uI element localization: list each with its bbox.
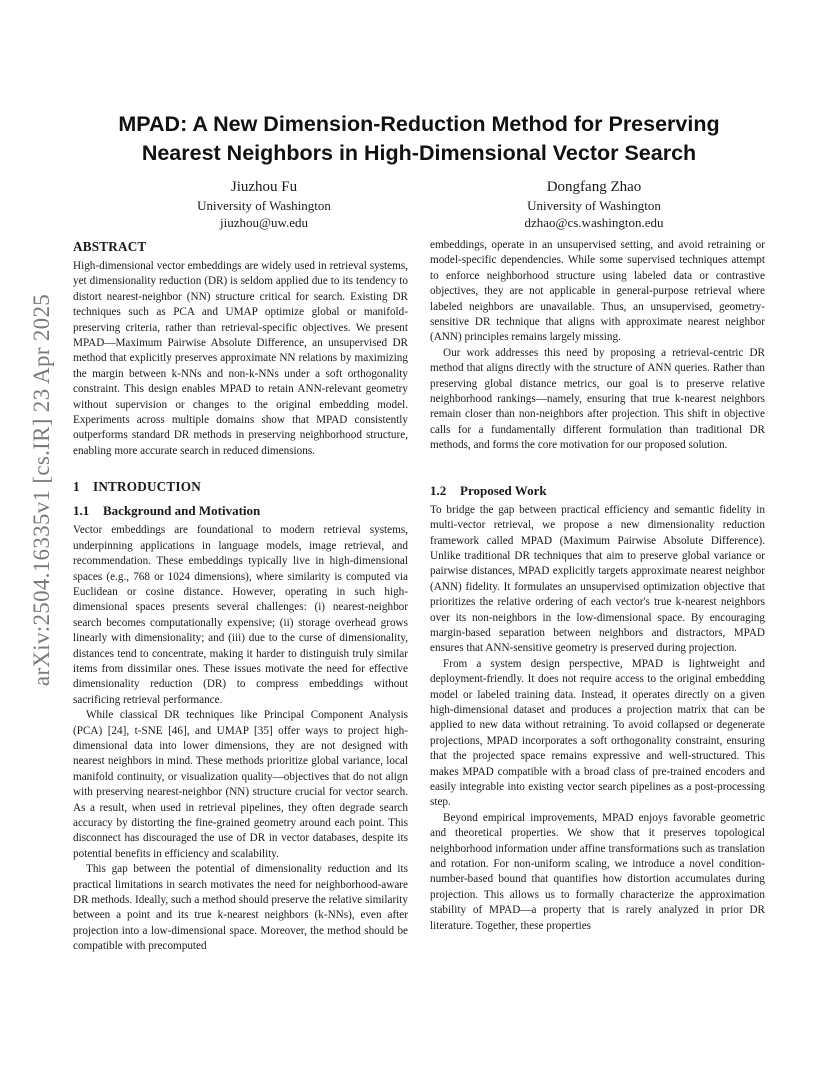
proposed-work-paragraph: From a system design perspective, MPAD is lightweight and deployment-friendly. It does not require access to the original embedding model or labeled training data. Instead, it operates directly on a given high-dimensional dataset and produces a projection matrix that can be applied to new data without retraining. To avoid collapsed or degenerate projections, MPAD incorporates a soft orthogonality constraint, ensuring that the projected space remains expressive and well-structured. This makes MPAD compatible with a broad class of pre-trained encoders and easily integrable into existing vector search pipelines as a post-processing step. <box>430 657 765 809</box>
author-name: Dongfang Zhao <box>546 179 642 195</box>
arxiv-identifier: arXiv:2504.16335v1 [cs.IR] 23 Apr 2025 <box>29 293 55 687</box>
left-column <box>73 238 408 955</box>
author-block-2 <box>464 178 724 231</box>
intro-paragraph: Our work addresses this need by proposing a retrieval-centric DR method that aligns directly with the structure of ANN queries. Rather than preserving global distance metrics, our goal is to preserve relative neighborhood rankings—namely, ensuring that true k-nearest neighbors remain closer than non-neighbors after projection. This shift in objective calls for a fundamentally different formulation than traditional DR methods, and forms the core motivation for our proposed solution. <box>430 346 765 452</box>
intro-paragraph: embeddings, operate in an unsupervised setting, and avoid retraining or model-specific dependencies. While some supervised techniques attempt to enforce neighborhood structure using labeled data or contrastive objectives, they are not applicable in general-purpose retrieval where labeled neighbors are unavailable. Thus, an unsupervised, geometry-sensitive DR technique that aligns with approximate nearest neighbor (ANN) principles remains largely missing. <box>430 239 765 344</box>
subsection-title: Proposed Work <box>460 482 547 498</box>
author-email: jiuzhou@uw.edu <box>219 215 309 230</box>
proposed-work-paragraph: To bridge the gap between practical efficiency and semantic fidelity in multi-vector retrieval, we propose a new dimensionality reduction framework called MPAD (Maximum Pairwise Absolute Difference). Unlike traditional DR techniques that aim to preserve global variance or pairwise distances, MPAD explicitly targets approximate nearest neighbor (ANN) fidelity. It formulates an unsupervised optimization objective that prioritizes the relative ordering of each vector's true k-nearest neighbors over its non-neighbors in the low-dimensional space. By encouraging margin-based separation between neighbors and distractors, MPAD ensures that ANN-sensitive geometry is preserved during projection. <box>430 503 765 655</box>
right-column <box>430 238 765 934</box>
intro-paragraph: Vector embeddings are foundational to modern retrieval systems, underpinning applications in language models, image retrieval, and recommendation. These embeddings typically live in high-dimensional spaces (e.g., 768 or 1024 dimensions), where similarity is computed via Euclidean or cosine distance. However, operating in such high-dimensional spaces presents several challenges: (i) nearest-neighbor search becomes computationally expensive; (ii) storage overhead grows linearly with dimensionality; and (iii) due to the curse of dimensionality, distances tend to concentrate, making it harder to distinguish truly similar items from dissimilar ones. These issues motivate the need for effective dimensionality reduction (DR) to compress embeddings without sacrificing retrieval performance. <box>73 524 408 706</box>
section-number: 1 <box>73 479 80 495</box>
abstract-text: High-dimensional vector embeddings are widely used in retrieval systems, yet dimensionality reduction (DR) is seldom applied due to its tendency to distort nearest-neighbor (NN) structure critical for search. Existing DR techniques such as PCA and UMAP optimize global or manifold-preserving criteria, rather than retrieval-specific objectives. We present MPAD—Maximum Pairwise Absolute Difference, an unsupervised DR method that explicitly preserves approximate NN relations by maximizing the margin between k-NNs and non-k-NNs under a soft orthogonality constraint. This design enables MPAD to retain ANN-relevant geometry without supervision or changes to the original embedding model. Experiments across multiple domains show that MPAD consistently outperforms standard DR methods in preserving neighborhood structure, enabling more accurate search in reduced dimensions. <box>73 260 408 457</box>
subsection-title: Background and Motivation <box>103 503 261 519</box>
subsection-number: 1.2 <box>430 482 447 498</box>
paper-title <box>74 110 764 168</box>
section-title: INTRODUCTION <box>93 479 201 495</box>
author-affiliation: University of Washington <box>527 198 661 213</box>
arxiv-side-stamp <box>22 293 62 687</box>
author-email: dzhao@cs.washington.edu <box>524 215 664 230</box>
intro-paragraph: This gap between the potential of dimensionality reduction and its practical limitations in search motivates the need for neighborhood-aware DR methods. Ideally, such a method should preserve the relative similarity between a point and its true k-nearest neighbors (k-NNs), even after projection into a low-dimensional space. Moreover, the method should be compatible with precomputed <box>73 863 408 953</box>
subsection-heading-background <box>73 502 408 519</box>
intro-paragraph: While classical DR techniques like Principal Component Analysis (PCA) [24], t-SNE [46], and UMAP [35] offer ways to project high-dimensional data into lower dimensions, they are not designed with nearest neighbors in mind. These methods prioritize global variance, local manifold continuity, or visualization quality—objectives that do not align with preserving nearest-neighbor (NN) structure crucial for vector search. As a result, when used in retrieval pipelines, they often degrade search accuracy by distorting the fine-grained geometry around each point. This disconnect has discouraged the use of DR in vector databases, despite its potential benefits in efficiency and scalability. <box>73 709 408 860</box>
author-affiliation: University of Washington <box>197 198 331 213</box>
subsection-heading-proposed-work <box>430 482 765 499</box>
title-line-2: Nearest Neighbors in High-Dimensional Vector Search <box>141 141 697 165</box>
subsection-number: 1.1 <box>73 503 90 519</box>
title-line-1: MPAD: A New Dimension-Reduction Method for Preserving <box>118 112 720 136</box>
abstract-heading: ABSTRACT <box>73 239 147 254</box>
author-block-1 <box>134 178 394 231</box>
author-name: Jiuzhou Fu <box>230 179 298 195</box>
section-heading-introduction <box>73 478 408 495</box>
proposed-work-paragraph: Beyond empirical improvements, MPAD enjoys favorable geometric and theoretical properties. We show that it preserves topological neighborhood information under affine transformations such as translation and rotation. For non-uniform scaling, we introduce a novel condition-number-based bound that quantifies how distortion accumulates during projection. This allows us to formally characterize the approximation stability of MPAD—a property that is rarely analyzed in prior DR literature. Together, these properties <box>430 811 765 932</box>
